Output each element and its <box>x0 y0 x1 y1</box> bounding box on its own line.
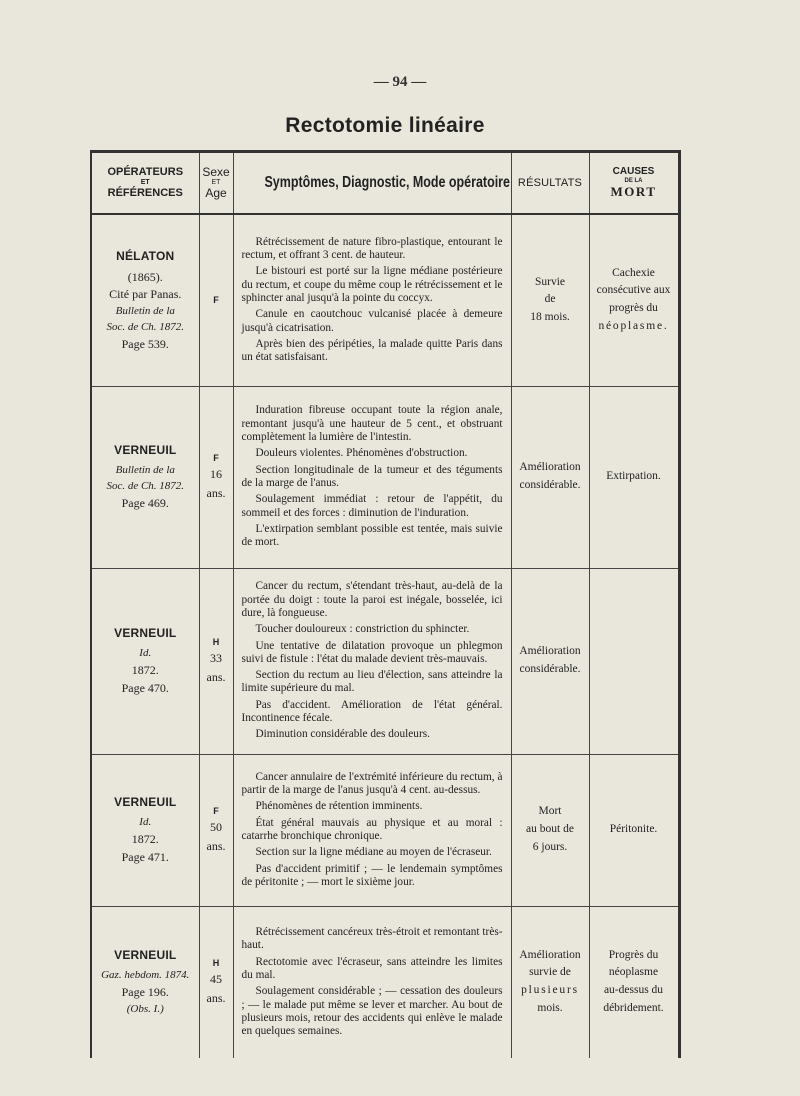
sexe-cell <box>199 754 233 906</box>
sexe-value: F <box>213 295 219 306</box>
cause-line: Progrès du <box>608 948 659 961</box>
symptome-paragraph: Induration fibreuse occupant toute la région anale, remontant jusqu'à une hauteur de 5 cent., et obstruant complètement la lumière de l'intestin. <box>241 404 503 444</box>
symptome-paragraph: Cancer annulaire de l'extrémité inférieure du rectum, à partir de la marge de l'anus jusqu'à 4 cent. au-dessus. <box>241 770 503 797</box>
sexe-cell <box>199 214 233 386</box>
header-causes-label: CAUSES <box>612 166 655 178</box>
sexe-cell <box>199 568 233 754</box>
operateur-name: VERNEUIL <box>114 794 177 809</box>
symptome-paragraph: Cancer du rectum, s'étendant très-haut, au-delà de la portée du doigt : toute la paroi est inégale, bosselée, ici dure, là fongueuse. <box>241 580 503 619</box>
cause-line: progrès du <box>609 302 658 315</box>
header-age-label: Age <box>205 185 227 200</box>
symptome-paragraph: Soulagement immédiat : retour de l'appétit, du sommeil et des forces : diminution de l'induration. <box>241 493 503 519</box>
symptome-paragraph: Canule en caoutchouc vulcanisé placée à demeure jusqu'à cicatrisation. <box>241 308 503 334</box>
cause-line: Cachexie <box>612 266 655 279</box>
header-symptomes <box>233 152 511 215</box>
age-unit: ans. <box>206 670 226 685</box>
cause-line: Extirpation. <box>606 470 661 483</box>
header-causes <box>589 152 679 215</box>
resultat-line: Amélioration <box>519 645 581 658</box>
symptome-paragraph: Douleurs violentes. Phénomènes d'obstruction. <box>255 447 468 460</box>
cause-line: néoplasme <box>608 966 659 979</box>
age-value: 33 <box>210 651 222 665</box>
reference-journal: Soc. de Ch. 1872. <box>106 480 185 492</box>
symptomes-cell <box>233 386 511 568</box>
operateur-cell <box>91 568 199 754</box>
page-title: Rectotomie linéaire <box>285 114 485 137</box>
resultat-cell <box>511 386 589 568</box>
resultat-cell <box>511 568 589 754</box>
header-sexe-et: ET <box>211 179 221 187</box>
reference-observation: (Obs. I.) <box>126 1002 164 1015</box>
reference-journal: Bulletin de la <box>115 304 175 317</box>
reference-year: 1872. <box>131 832 159 847</box>
symptome-paragraph: Rétrécissement de nature fibro-plastique, entourant le rectum, et offrant 3 cent. de hauteur. <box>241 235 503 262</box>
header-resultats: RÉSULTATS <box>511 152 589 215</box>
resultat-cell <box>511 214 589 386</box>
resultat-line: survie de <box>529 966 571 979</box>
symptome-paragraph: Section longitudinale de la tumeur et des téguments de la marge de l'anus. <box>241 463 503 489</box>
symptome-paragraph: Diminution considérable des douleurs. <box>255 728 430 741</box>
symptome-paragraph: Toucher douloureux : constriction du sphincter. <box>255 623 470 636</box>
operateur-name: VERNEUIL <box>114 625 177 640</box>
operateur-name: NÉLATON <box>116 248 175 263</box>
sexe-value: F <box>213 805 219 816</box>
resultat-line: considérable. <box>519 479 581 491</box>
resultat-line: 6 jours. <box>532 840 568 853</box>
sexe-value: F <box>213 452 219 463</box>
reference-page: Page 470. <box>121 680 169 695</box>
symptome-paragraph: L'extirpation semblant possible est tentée, mais suivie de mort. <box>241 522 503 549</box>
reference-page: Page 471. <box>121 849 169 864</box>
resultat-line: plusieurs <box>521 984 579 997</box>
operateur-cell <box>91 214 199 386</box>
cause-cell <box>589 386 679 568</box>
cause-cell <box>589 214 679 386</box>
table-row <box>91 386 679 568</box>
table-row <box>91 906 679 1058</box>
resultat-line: au bout de <box>526 823 574 836</box>
resultat-cell <box>511 906 589 1058</box>
sexe-value: H <box>212 636 220 647</box>
reference-page: Page 539. <box>121 336 169 351</box>
header-operateurs-label: OPÉRATEURS <box>107 165 184 178</box>
age-unit: ans. <box>206 991 226 1006</box>
header-sexe <box>199 152 233 215</box>
table-row <box>91 568 679 754</box>
resultat-line: considérable. <box>519 663 581 675</box>
symptome-paragraph: Section du rectum au lieu d'élection, sans atteindre la limite supérieure du mal. <box>241 669 503 695</box>
table-header-row <box>91 152 679 215</box>
cause-cell <box>589 754 679 906</box>
symptomes-cell <box>233 906 511 1058</box>
resultat-line: mois. <box>537 1002 563 1015</box>
symptomes-cell <box>233 568 511 754</box>
age-value: 16 <box>210 467 222 481</box>
sexe-cell <box>199 386 233 568</box>
resultat-line: Amélioration <box>519 461 581 474</box>
age-unit: ans. <box>206 486 226 501</box>
age-value: 50 <box>210 820 222 834</box>
age-value: 45 <box>210 972 222 987</box>
cause-line: débridement. <box>603 1002 664 1015</box>
cause-line: néoplasme. <box>598 320 669 333</box>
symptome-paragraph: Section sur la ligne médiane au moyen de l'écraseur. <box>255 846 492 859</box>
reference-page: Page 196. <box>121 985 169 1000</box>
cause-cell <box>589 906 679 1058</box>
header-causes-mort: MORT <box>610 183 657 199</box>
resultat-line: de <box>544 293 556 306</box>
operateur-cell <box>91 386 199 568</box>
resultat-line: Amélioration <box>519 948 581 961</box>
reference-line: (1865). <box>127 269 163 284</box>
cause-line: consécutive aux <box>596 284 671 297</box>
header-causes-de-la: DE LA <box>624 177 643 184</box>
symptome-paragraph: Une tentative de dilatation provoque un phlegmon suivi de fistule : l'état du malade devient très-mauvais. <box>241 639 503 665</box>
sexe-cell <box>199 906 233 1058</box>
symptome-paragraph: Rectotomie avec l'écraseur, sans atteindre les limites du mal. <box>241 955 503 981</box>
resultat-cell <box>511 754 589 906</box>
resultat-line: Survie <box>534 275 566 288</box>
header-symptomes-label: Symptômes, Diagnostic, Mode opératoire <box>263 174 510 191</box>
symptomes-cell <box>233 754 511 906</box>
symptome-paragraph: Pas d'accident. Amélioration de l'état général. Incontinence fécale. <box>241 698 503 725</box>
symptome-paragraph: Rétrécissement cancéreux très-étroit et remontant très-haut. <box>241 925 503 952</box>
table-row <box>91 214 679 386</box>
table-row <box>91 754 679 906</box>
reference-journal: Soc. de Ch. 1872. <box>106 320 185 333</box>
operateur-name: VERNEUIL <box>114 442 177 457</box>
page-number: — 94 — <box>373 74 427 90</box>
header-operateurs-et: ET <box>140 179 150 187</box>
operateur-name: VERNEUIL <box>114 947 177 962</box>
reference-journal: Id. <box>139 816 152 829</box>
reference-journal: Gaz. hebdom. 1874. <box>101 969 190 982</box>
resultat-line: 18 mois. <box>530 311 570 324</box>
rectotomy-table <box>90 150 681 1058</box>
sexe-value: H <box>212 957 220 968</box>
resultat-line: Mort <box>538 805 562 818</box>
symptome-paragraph: État général mauvais au physique et au moral : catarrhe bronchique chronique. <box>241 816 503 842</box>
symptome-paragraph: Soulagement considérable ; — cessation des douleurs ; — le malade put même se lever et marcher. Au bout de plusieurs mois, retour des accidents qui enlève le malade en quelques semaines. <box>241 985 503 1038</box>
symptome-paragraph: Après bien des péripéties, la malade quitte Paris dans un état satisfaisant. <box>241 338 503 364</box>
reference-year: 1872. <box>131 663 159 678</box>
header-operateurs <box>91 152 199 215</box>
symptome-paragraph: Le bistouri est porté sur la ligne médiane postérieure du rectum, et coupe du même coup le rétrécissement et le sphincter anal jusqu'à la pointe du coccyx. <box>241 265 503 305</box>
reference-journal: Id. <box>139 647 152 660</box>
age-unit: ans. <box>206 839 226 854</box>
reference-page: Page 469. <box>121 495 169 510</box>
operateur-cell <box>91 906 199 1058</box>
reference-line: Cité par Panas. <box>109 287 182 302</box>
reference-journal: Bulletin de la <box>115 464 175 477</box>
symptomes-cell <box>233 214 511 386</box>
symptome-paragraph: Pas d'accident primitif ; — le lendemain symptômes de péritonite ; — mort le sixième jour. <box>241 862 503 888</box>
cause-line: Péritonite. <box>609 823 658 836</box>
operateur-cell <box>91 754 199 906</box>
header-sexe-label: Sexe <box>202 164 230 179</box>
cause-line: au-dessus du <box>603 984 664 997</box>
symptome-paragraph: Phénomènes de rétention imminents. <box>255 800 423 813</box>
cause-cell <box>589 568 679 754</box>
header-references-label: RÉFÉRENCES <box>107 186 183 199</box>
